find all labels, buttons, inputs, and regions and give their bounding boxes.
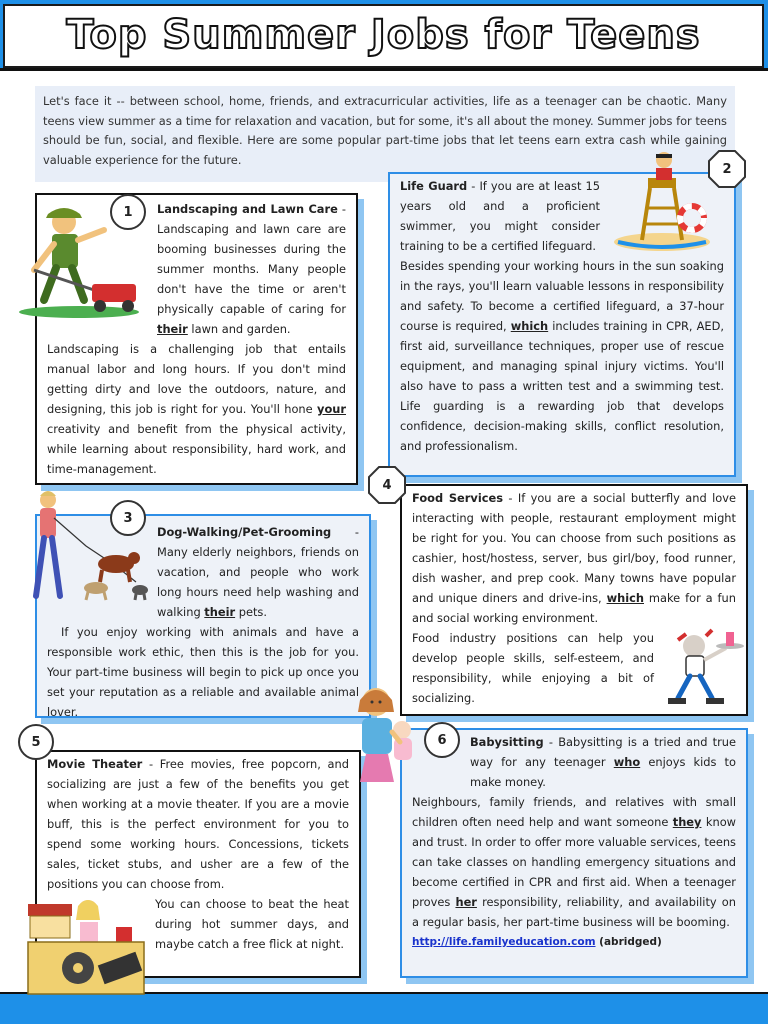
job-number-badge: 2 <box>708 150 746 188</box>
job-number-badge: 6 <box>424 722 460 758</box>
job-title: Movie Theater <box>47 757 143 771</box>
job-number-badge: 4 <box>368 466 406 504</box>
waiter-skates-illustration <box>656 626 746 712</box>
job-card-food-services: Food Services - If you are a social butterfly and love interacting with people, restaurant employment might be right for you. You can choose from such positions as cashier, host/hostess, server, bus girl/boy, food runner, dish washer, and prep cook. Many towns have popular and unique diners and drive-ins, which make for a fun and social working environment. Food industry positions can help you develop people skills, self-esteem, and responsibility, while enjoying a bit of socializing. <box>400 484 748 716</box>
footer-bar <box>0 992 768 1024</box>
page-title: Top Summer Jobs for Teens <box>66 12 701 58</box>
concession-stand-illustration <box>24 896 148 996</box>
lifeguard-chair-illustration <box>612 148 712 252</box>
header-bar <box>0 0 768 70</box>
intro-paragraph: Let's face it -- between school, home, friends, and extracurricular activities, life as a teenager can be chaotic. Many teens view summer as a time for relaxation and vacation, but for some, it's all about the money. Summer jobs for teens should be fun, social, and flexible. Here are some popular part-time jobs that let teens earn extra cash while gaining valuable experience for the future. <box>35 86 735 182</box>
job-card-lifeguard: Life Guard - If you are at least 15 years old and a proficient swimmer, you might consider training to be a certified lifeguard. Besides spending your working hours in the sun soaking in the rays, you'll learn valuable lessons in responsibility and safety. To become a certified lifeguard, a 37-hour course is required, which includes training in CPR, AED, first aid, surveillance techniques, proper use of rescue equipment, and managing spinal injury victims. You'll also have to pass a written test and a swimming test. Life guarding is a rewarding job that develops confidence, decision-making skills, conflict resolution, and professionalism. <box>388 172 736 477</box>
job-card-babysitting: Babysitting - Babysitting is a tried and true way for any teenager who enjoys kids to make money. Neighbours, family friends, and relatives with small children often need help and want someone they know and trust. In order to offer more valuable services, teens can take classes on handling emergency situations and become certified in CPR and first aid. When a teenager proves her responsibility, reliability, and availability on a regular basis, her part-time business will be booming. http://life.familyeducation.com (abridged) <box>400 728 748 978</box>
header-rule <box>0 68 768 71</box>
job-title: Dog-Walking/Pet-Grooming <box>157 525 332 539</box>
header-panel <box>3 4 764 68</box>
job-card-landscaping: Landscaping and Lawn Care - Landscaping and lawn care are booming businesses during the summer months. Many people don't have the time or aren't physically capable of caring for their lawn and garden. Landscaping is a challenging job that entails manual labor and long hours. If you don't mind getting dirty and love the outdoors, nature, and designing, this job is right for you. You'll hone your creativity and benefit from the physical activity, while learning about responsibility, hard work, and time-management. <box>35 193 358 485</box>
job-number-badge: 5 <box>18 724 54 760</box>
job-title: Babysitting <box>470 735 544 749</box>
job-card-movie-theater: Movie Theater - Free movies, free popcorn, and socializing are just a few of the benefits you get when working at a movie theater. If you are a movie buff, this is the perfect environment for you to spend some working hours. Concessions, tickets sales, ticket stubs, and usher are a few of the positions you can choose from. You can choose to beat the heat during hot summer days, and maybe catch a free flick at night. <box>35 750 361 978</box>
job-number-badge: 3 <box>110 500 146 536</box>
job-title: Life Guard <box>400 179 468 193</box>
babysitter-illustration <box>350 682 424 792</box>
job-number-badge: 1 <box>110 194 146 230</box>
job-title: Food Services <box>412 491 503 505</box>
job-card-dog-walking: Dog-Walking/Pet-Grooming - Many elderly neighbors, friends on vacation, and people who work long hours need help washing and walking their pets. If you enjoy working with animals and have a responsible work ethic, then this is the job for you. Your part-time business will begin to pick up once you set your reputation as a reliable and available animal lover. <box>35 514 371 718</box>
job-title: Landscaping and Lawn Care <box>157 202 338 216</box>
source-credit: http://life.familyeducation.com (abridged) <box>412 936 662 948</box>
source-link[interactable]: http://life.familyeducation.com <box>412 936 596 948</box>
